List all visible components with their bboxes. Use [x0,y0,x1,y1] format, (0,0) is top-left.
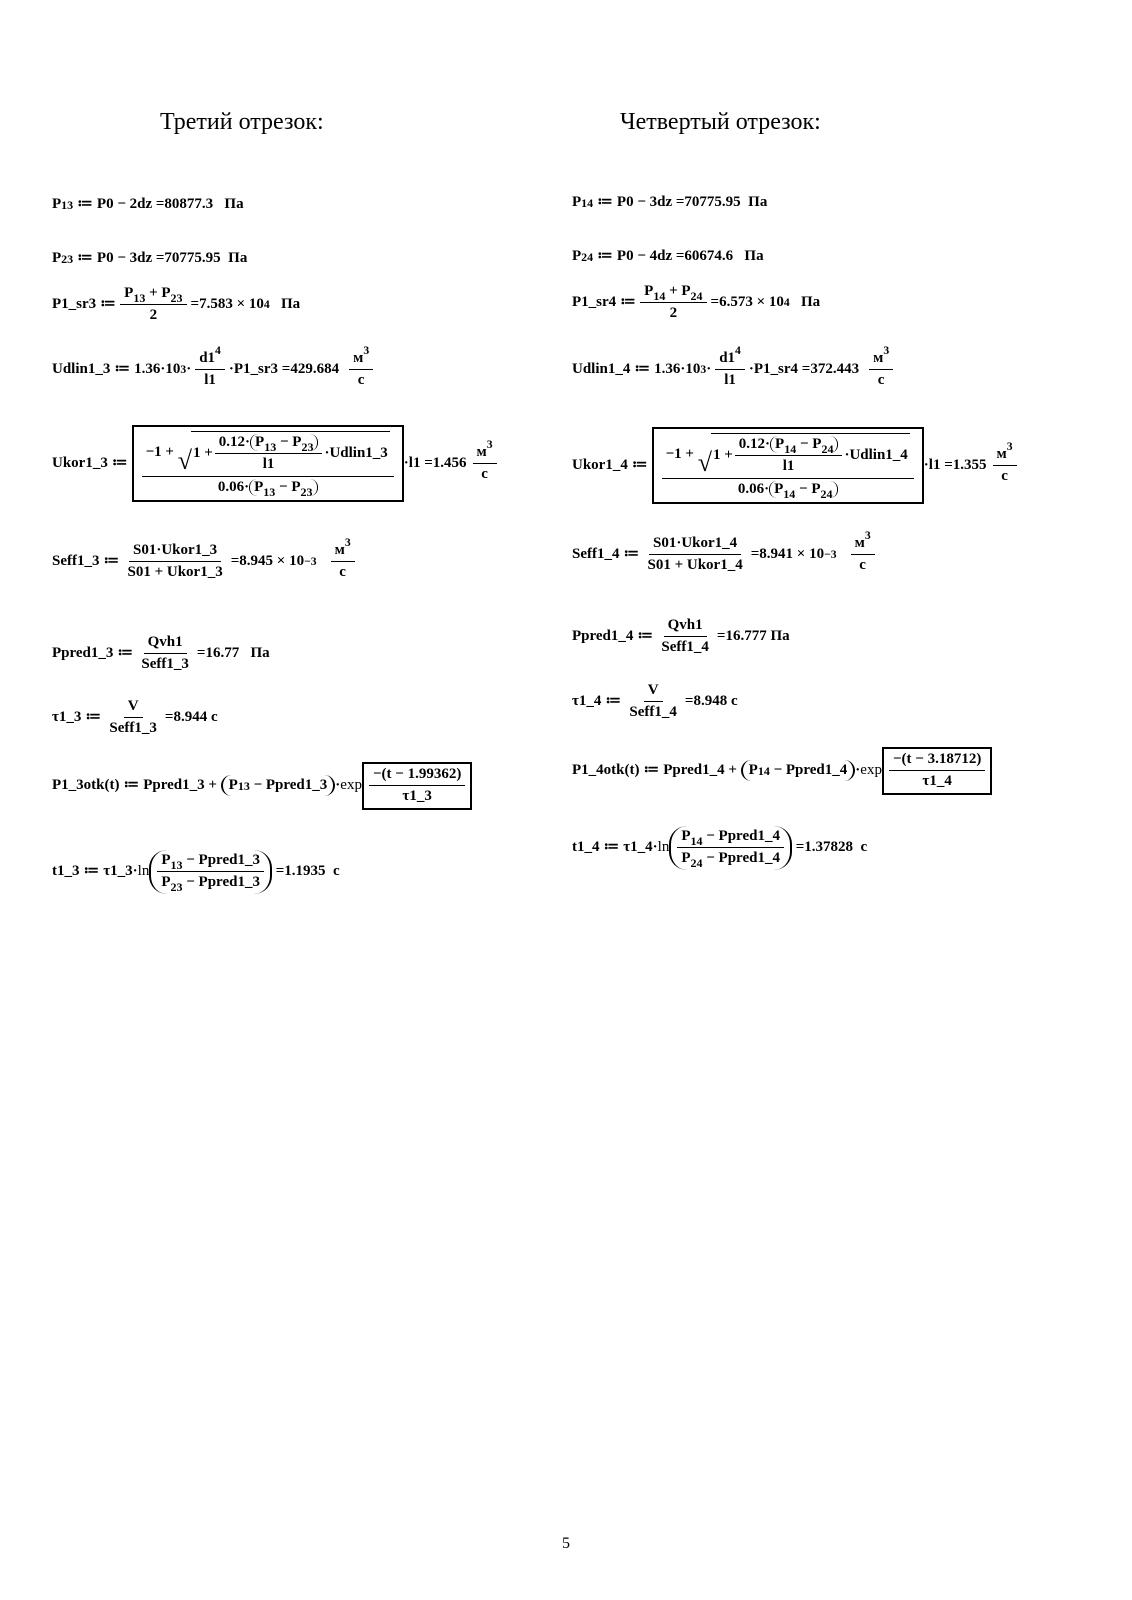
formula-p1-3otk: P1_3otk(t) ≔ Ppred1_3 + P 13 − Ppred1_3 · exp $\frac{-(t - 1.99362)}{\tau 1\_3}$ [52,762,472,810]
p13-value: 80877.3 [164,196,214,212]
ukor1-3-value: 1.456 [432,454,467,471]
formula-p1-sr4: P1_sr4 ≔ $\frac{P_{14} + P_{24}}{2}$ = 6.573 × 10 4 Па [572,283,821,322]
formula-ukor1-3: Ukor1_3 ≔ −1 + √ 1 + $\frac{0.12\cdot P_{13} - P_{23}}{l1}$ ·Udlin1_3 $0.06\cdot P_{13} - P_{23}$ ·l1 = 1.456 $\frac{м^3}{с}$ [52,425,501,502]
formula-seff1-4: Seff1_4 ≔ $\frac{\text{S01·Ukor1\_4}}{\text{S01 + Ukor1\_4}}$ = 8.941 × 10 −3 $\frac{м^3}{с}$ [572,535,879,575]
formula-udlin1-4: Udlin1_4 ≔ 1.36·10 3 · $\frac{d1^4}{l1}$ ·P1_sr4 = 372.443 $\frac{м^3}{с}$ [572,350,897,390]
t1-3-value: 1.1935 [284,863,326,880]
formula-p23: P 23 ≔ P0 − 3dz = 70775.95 Па [52,250,248,266]
p1sr3-mantissa: 7.583 [199,296,233,313]
formula-p1-sr3: P1_sr3 ≔ $\frac{P_{13} + P_{23}}{2}$ = 7.583 × 10 4 Па [52,285,301,324]
formula-p13: P 13 ≔ P0 − 2dz = 80877.3 Па [52,196,244,212]
p1sr4-mantissa: 6.573 [719,294,753,311]
unit-pa: Па [228,250,248,266]
seff1-3-mantissa: 8.945 [239,553,274,570]
formula-seff1-3: Seff1_3 ≔ $\frac{\text{S01·Ukor1\_3}}{\text{S01 + Ukor1\_3}}$ = 8.945 × 10 −3 $\frac{м^3}{с}$ [52,542,359,582]
ukor1-4-value: 1.355 [952,456,987,473]
p23-value: 70775.95 [164,250,221,266]
unit-pa: Па [281,296,301,313]
formula-p24: P 24 ≔ P0 − 4dz = 60674.6 Па [572,248,764,264]
t1-4-value: 1.37828 [804,839,854,856]
ppred1-4-value: 16.777 [725,628,767,645]
formula-t1-3: t1_3 ≔ τ1_3· ln $\frac{P_{13} - Ppred1\_3}{P_{23} - Ppred1\_3}$ = 1.1935 с [52,852,340,895]
udlin1-3-value: 429.684 [290,361,340,378]
tau1-3-value: 8.944 [173,709,208,726]
formula-p1-4otk: P1_4otk(t) ≔ Ppred1_4 + P 14 − Ppred1_4 · exp $\frac{-(t - 3.18712)}{\tau 1\_4}$ [572,747,992,795]
formula-p14: P 14 ≔ P0 − 3dz = 70775.95 Па [572,194,768,210]
heading-third-segment: Третий отрезок: [160,109,324,135]
seff1-4-mantissa: 8.941 [759,546,794,563]
formula-t1-4: t1_4 ≔ τ1_4· ln $\frac{P_{14} - Ppred1\_4}{P_{24} - Ppred1\_4}$ = 1.37828 с [572,828,868,871]
otk-constant: 3.18712 [927,751,977,767]
otk-constant: 1.99362 [407,766,457,782]
unit-pa: Па [224,196,244,212]
formula-ppred1-3: Ppred1_3 ≔ $\frac{\text{Qvh1}}{\text{Seff1\_3}}$ = 16.77 Па [52,634,270,673]
formula-tau1-4: τ1_4 ≔ $\frac{V}{\text{Seff1\_4}}$ = 8.948 с [572,682,738,721]
p24-value: 60674.6 [684,248,734,264]
udlin1-4-value: 372.443 [810,361,860,378]
formula-ppred1-4: Ppred1_4 ≔ $\frac{\text{Qvh1}}{\text{Seff1\_4}}$ = 16.777 Па [572,617,790,656]
p14-value: 70775.95 [684,194,741,210]
formula-tau1-3: τ1_3 ≔ $\frac{V}{\text{Seff1\_3}}$ = 8.944 с [52,698,218,737]
tau1-4-value: 8.948 [693,693,728,710]
page-number: 5 [562,1535,570,1552]
ppred1-3-value: 16.77 [205,645,240,662]
formula-udlin1-3: Udlin1_3 ≔ 1.36·10 3 · $\frac{d1^4}{l1}$ ·P1_sr3 = 429.684 $\frac{м^3}{с}$ [52,350,377,390]
formula-ukor1-4: Ukor1_4 ≔ −1 + √ 1 + $\frac{0.12\cdot P_{14} - P_{24}}{l1}$ ·Udlin1_4 $0.06\cdot P_{14} - P_{24}$ ·l1 = 1.355 $\frac{м^3}{с}$ [572,427,1021,504]
heading-fourth-segment: Четвертый отрезок: [620,109,821,135]
